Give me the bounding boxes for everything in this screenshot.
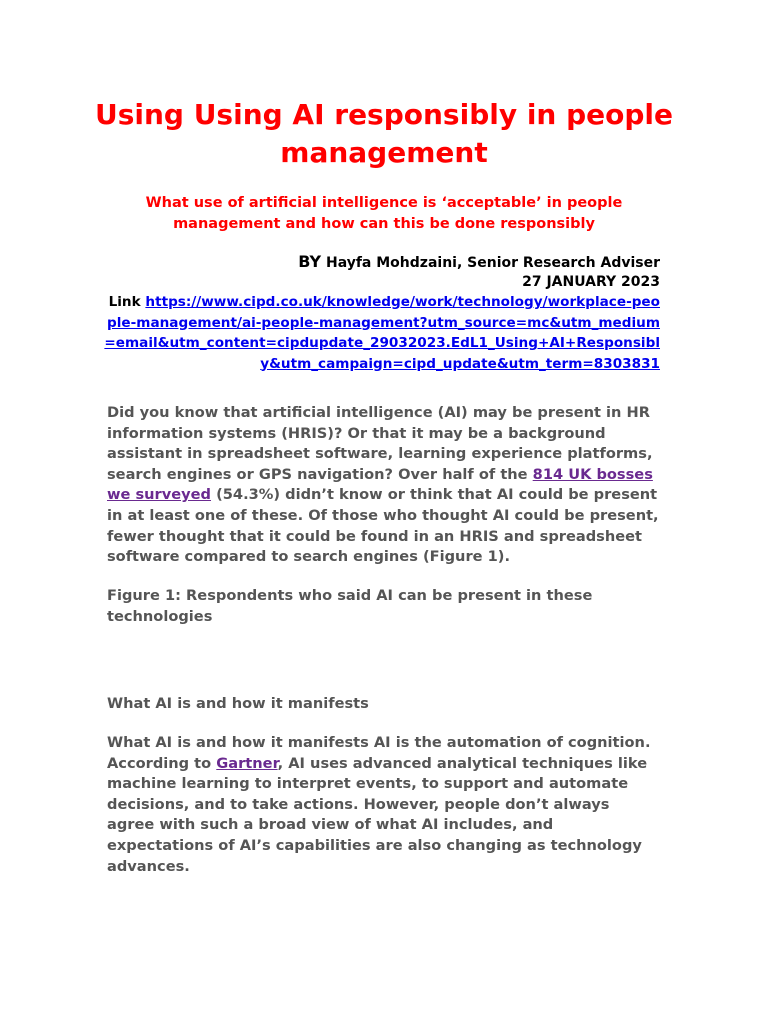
publication-date: 27 JANUARY 2023: [522, 274, 660, 290]
document-title: Using Using AI responsibly in people management: [94, 98, 674, 169]
section-heading: What AI is and how it manifests: [107, 695, 369, 712]
link-label: Link: [108, 294, 146, 310]
author-byline: [298, 251, 660, 274]
paragraph-definition-text-end: , AI uses advanced analytical techniques like machine learning to interpret events, to support and automate decisions, and to take actions. However, people don’t always agree with such a broad view of what AI includes, and expectations of AI’s capabilities are also changing as technology advances.: [107, 754, 648, 875]
byline-author: Hayfa Mohdzaini, Senior Research Adviser: [321, 255, 660, 271]
survey-link[interactable]: 814 UK bosses we surveyed: [107, 465, 653, 504]
paragraph-definition: [107, 733, 659, 877]
figure-caption: Figure 1: Respondents who said AI can be present in these technologies: [107, 587, 593, 625]
document-subtitle: What use of artificial intelligence is ‘acceptable’ in people management and how can this be done responsibly: [145, 195, 623, 232]
paragraph-intro-text-end: (54.3%) didn’t know or think that AI could be present in at least one of these. Of those who thought AI could be present, fewer thought that it could be found in an HRIS and spreadsheet software compared to search engines (Figure 1).: [107, 486, 659, 566]
source-link-block: [100, 292, 660, 374]
paragraph-intro-text-start: Did you know that artificial intelligence (AI) may be present in HR information systems (HRIS)? Or that it may be a background assistant in spreadsheet software, learning experience platforms, search engines or GPS navigation? Over half of the: [107, 404, 653, 483]
byline-prefix: BY: [298, 252, 322, 271]
gartner-link[interactable]: Gartner: [216, 754, 278, 772]
source-link[interactable]: https://www.cipd.co.uk/knowledge/work/technology/workplace-people-management/ai-people-management?utm_source=mc&utm_medium=email&utm_content=cipdupdate_29032023.EdL1_Using+AI+Responsibly&utm_campaign=cipd_update&utm_term=8303831: [104, 294, 660, 372]
paragraph-definition-text-start: What AI is and how it manifests AI is the automation of cognition. According to: [107, 734, 651, 772]
paragraph-intro: [107, 403, 659, 568]
